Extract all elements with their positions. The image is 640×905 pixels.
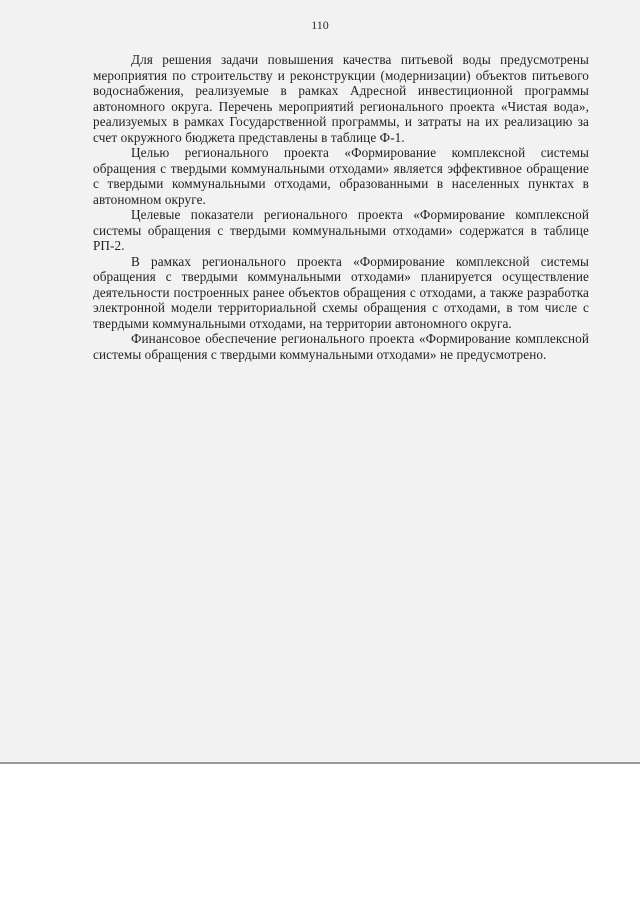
- page-number: 110: [311, 18, 329, 32]
- paragraph-waste-goal: Целью регионального проекта «Формирование комплексной системы обращения с твердыми коммунальными отходами» является эффективное обращение с твердыми коммунальными отходами, образованными в населенных пунктах в автономном округе.: [93, 145, 589, 207]
- document-body: [93, 52, 589, 362]
- scan-edge-divider: [0, 762, 640, 764]
- paragraph-drinking-water: Для решения задачи повышения качества питьевой воды предусмотрены мероприятия по строительству и реконструкции (модернизации) объектов питьевого водоснабжения, реализуемые в рамках Адресной инвестиционной программы автономного округа. Перечень мероприятий регионального проекта «Чистая вода», реализуемых в рамках Государственной программы, и затраты на их реализацию за счет окружного бюджета представлены в таблице Ф-1.: [93, 52, 589, 145]
- paragraph-target-indicators: Целевые показатели регионального проекта «Формирование комплексной системы обращения с твердыми коммунальными отходами» содержатся в таблице РП-2.: [93, 207, 589, 253]
- paragraph-planned-activities: В рамках регионального проекта «Формирование комплексной системы обращения с твердыми коммунальными отходами» планируется осуществление деятельности построенных ранее объектов обращения с отходами, а также разработка электронной модели территориальной схемы обращения с отходами, в том числе с твердыми коммунальными отходами, на территории автономного округа.: [93, 253, 589, 331]
- paragraph-financing: Финансовое обеспечение регионального проекта «Формирование комплексной системы обращения с твердыми коммунальными отходами» не предусмотрено.: [93, 331, 589, 362]
